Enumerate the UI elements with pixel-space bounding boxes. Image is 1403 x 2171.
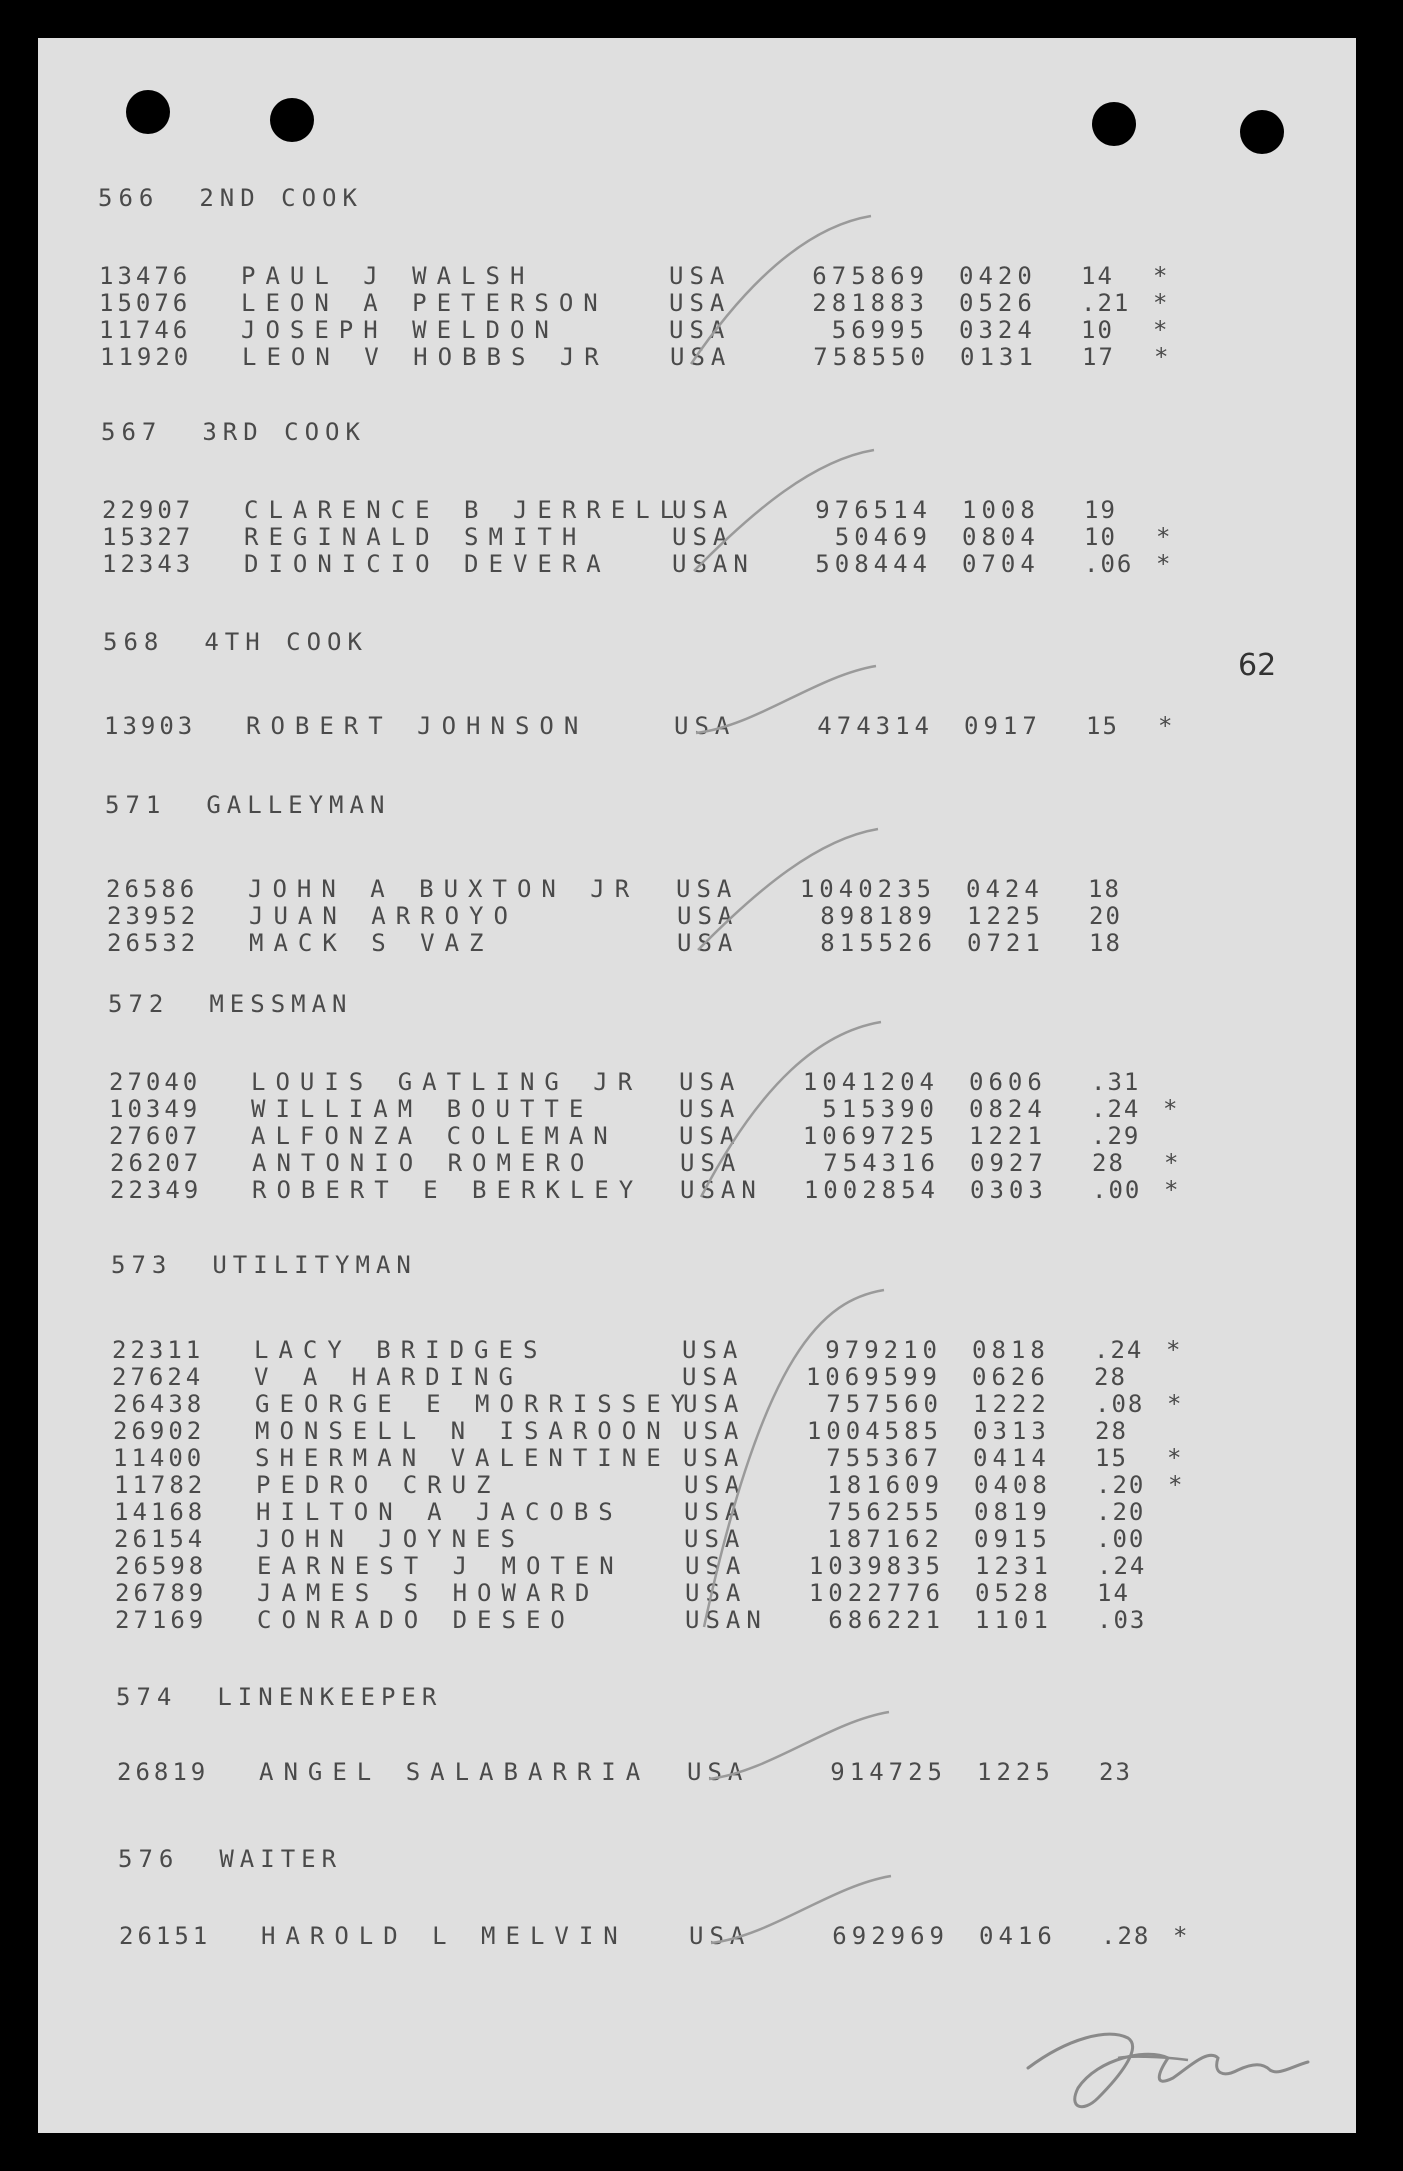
flag-asterisk: * [1167, 1444, 1182, 1472]
rate-value: 19 [1084, 496, 1117, 524]
book-number: 815526 [820, 929, 937, 957]
book-number: 979210 [825, 1336, 942, 1364]
employee-name: ROBERT JOHNSON [246, 712, 589, 740]
book-number: 515390 [822, 1095, 939, 1123]
book-number: 757560 [826, 1390, 943, 1418]
date-code: 0526 [959, 289, 1037, 317]
table-row [38, 875, 1356, 903]
employee-name: LACY BRIDGES [254, 1336, 548, 1364]
book-number: 756255 [827, 1498, 944, 1526]
flag-asterisk: * [1163, 1095, 1178, 1123]
date-code: 0721 [967, 929, 1045, 957]
flag-asterisk: * [1164, 1176, 1179, 1204]
employee-id: 27607 [109, 1122, 202, 1150]
citizenship: USA [683, 1390, 745, 1418]
book-number: 187162 [827, 1525, 944, 1553]
section-heading [118, 1845, 342, 1873]
flag-asterisk: * [1167, 1390, 1182, 1418]
section-code: 574 [116, 1683, 178, 1711]
employee-name: JAMES S HOWARD [257, 1579, 600, 1607]
citizenship: USA [687, 1758, 749, 1786]
employee-id: 11920 [100, 343, 193, 371]
section-heading [98, 184, 363, 212]
employee-id: 26438 [113, 1390, 206, 1418]
employee-name: SHERMAN VALENTINE [255, 1444, 671, 1472]
table-row [38, 1606, 1356, 1634]
employee-id: 13476 [99, 262, 192, 290]
citizenship: USA [680, 1149, 742, 1177]
employee-id: 26151 [119, 1922, 212, 1950]
date-code: 0416 [979, 1922, 1057, 1950]
rate-value: .24 [1091, 1095, 1141, 1123]
rate-value: .24 [1097, 1552, 1147, 1580]
date-code: 0818 [972, 1336, 1050, 1364]
table-row [38, 1390, 1356, 1418]
employee-name: JOHN A BUXTON JR [248, 875, 640, 903]
employee-name: LOUIS GATLING JR [251, 1068, 643, 1096]
book-number: 1069599 [805, 1363, 942, 1391]
date-code: 0915 [974, 1525, 1052, 1553]
citizenship: USA [669, 289, 731, 317]
date-code: 0819 [974, 1498, 1052, 1526]
book-number: 686221 [828, 1606, 945, 1634]
rate-value: .06 [1084, 550, 1134, 578]
citizenship: USA [684, 1525, 746, 1553]
flag-asterisk: * [1154, 343, 1169, 371]
flag-asterisk: * [1153, 316, 1168, 344]
citizenship: USA [674, 712, 736, 740]
table-row [38, 343, 1356, 371]
employee-name: REGINALD SMITH [244, 523, 587, 551]
employee-id: 27040 [109, 1068, 202, 1096]
rate-value: 14 [1097, 1579, 1130, 1607]
citizenship: USA [679, 1122, 741, 1150]
book-number: 281883 [812, 289, 929, 317]
citizenship: USAN [685, 1606, 767, 1634]
table-row [38, 1552, 1356, 1580]
date-code: 1231 [975, 1552, 1053, 1580]
employee-name: WILLIAM BOUTTE [251, 1095, 594, 1123]
flag-asterisk: * [1153, 289, 1168, 317]
table-row [38, 712, 1356, 740]
section-title: 2ND COOK [199, 184, 363, 212]
rate-value: 10 [1084, 523, 1117, 551]
date-code: 0804 [962, 523, 1040, 551]
typed-roster [38, 38, 1356, 2133]
date-code: 0927 [970, 1149, 1048, 1177]
employee-name: EARNEST J MOTEN [257, 1552, 624, 1580]
employee-id: 11746 [99, 316, 192, 344]
employee-id: 26532 [107, 929, 200, 957]
section-title: GALLEYMAN [206, 791, 391, 819]
table-row [38, 1579, 1356, 1607]
employee-id: 26819 [117, 1758, 210, 1786]
rate-value: .20 [1096, 1498, 1146, 1526]
flag-asterisk: * [1156, 523, 1171, 551]
flag-asterisk: * [1164, 1149, 1179, 1177]
citizenship: USAN [680, 1176, 762, 1204]
book-number: 1039835 [808, 1552, 945, 1580]
employee-name: CLARENCE B JERRELL [244, 496, 685, 524]
rate-value: 14 [1081, 262, 1114, 290]
section-title: MESSMAN [209, 990, 353, 1018]
rate-value: .31 [1091, 1068, 1141, 1096]
employee-name: MONSELL N ISAROON [255, 1417, 671, 1445]
date-code: 0420 [959, 262, 1037, 290]
employee-id: 15076 [99, 289, 192, 317]
section-code: 566 [98, 184, 160, 212]
rate-value: 18 [1088, 875, 1121, 903]
table-row [38, 902, 1356, 930]
employee-name: PEDRO CRUZ [256, 1471, 501, 1499]
citizenship: USA [689, 1922, 751, 1950]
table-row [38, 1336, 1356, 1364]
citizenship: USAN [672, 550, 754, 578]
employee-name: CONRADO DESEO [257, 1606, 575, 1634]
employee-name: LEON V HOBBS JR [242, 343, 609, 371]
book-number: 50469 [834, 523, 932, 551]
table-row [38, 496, 1356, 524]
flag-asterisk: * [1166, 1336, 1181, 1364]
rate-value: .20 [1096, 1471, 1146, 1499]
rate-value: 28 [1095, 1417, 1128, 1445]
citizenship: USA [672, 523, 734, 551]
employee-name: ANGEL SALABARRIA [259, 1758, 651, 1786]
employee-id: 15327 [102, 523, 195, 551]
date-code: 0704 [962, 550, 1040, 578]
table-row [38, 1149, 1356, 1177]
employee-id: 10349 [109, 1095, 202, 1123]
section-title: WAITER [219, 1845, 343, 1873]
citizenship: USA [676, 875, 738, 903]
date-code: 0313 [973, 1417, 1051, 1445]
section-title: 4TH COOK [204, 628, 368, 656]
employee-name: PAUL J WALSH [241, 262, 535, 290]
citizenship: USA [683, 1417, 745, 1445]
employee-name: GEORGE E MORRISSEY [255, 1390, 696, 1418]
book-number: 181609 [827, 1471, 944, 1499]
section-title: 3RD COOK [202, 418, 366, 446]
book-number: 1004585 [806, 1417, 943, 1445]
rate-value: .03 [1097, 1606, 1147, 1634]
table-row [38, 262, 1356, 290]
section-code: 571 [105, 791, 167, 819]
citizenship: USA [672, 496, 734, 524]
table-row [38, 550, 1356, 578]
employee-name: JOSEPH WELDON [241, 316, 559, 344]
date-code: 0626 [972, 1363, 1050, 1391]
table-row [38, 1498, 1356, 1526]
table-row [38, 1363, 1356, 1391]
section-heading [103, 628, 368, 656]
date-code: 1222 [973, 1390, 1051, 1418]
employee-id: 11400 [113, 1444, 206, 1472]
date-code: 0324 [959, 316, 1037, 344]
table-row [38, 523, 1356, 551]
date-code: 0424 [966, 875, 1044, 903]
citizenship: USA [669, 262, 731, 290]
citizenship: USA [679, 1095, 741, 1123]
flag-asterisk: * [1168, 1471, 1183, 1499]
document-page [38, 38, 1356, 2133]
book-number: 754316 [823, 1149, 940, 1177]
table-row [38, 1758, 1356, 1786]
table-row [38, 1095, 1356, 1123]
employee-id: 26789 [115, 1579, 208, 1607]
employee-id: 13903 [104, 712, 197, 740]
rate-value: 10 [1081, 316, 1114, 344]
flag-asterisk: * [1173, 1922, 1188, 1950]
employee-name: DIONICIO DEVERA [244, 550, 611, 578]
section-heading [105, 791, 390, 819]
flag-asterisk: * [1153, 262, 1168, 290]
table-row [38, 1122, 1356, 1150]
table-row [38, 1471, 1356, 1499]
page-number: 62 [1238, 648, 1277, 683]
employee-name: V A HARDING [254, 1363, 523, 1391]
citizenship: USA [677, 902, 739, 930]
section-code: 576 [118, 1845, 180, 1873]
employee-name: LEON A PETERSON [241, 289, 608, 317]
employee-name: ROBERT E BERKLEY [252, 1176, 644, 1204]
employee-id: 26154 [114, 1525, 207, 1553]
book-number: 675869 [812, 262, 929, 290]
book-number: 914725 [830, 1758, 947, 1786]
employee-id: 14168 [114, 1498, 207, 1526]
book-number: 1002854 [803, 1176, 940, 1204]
employee-name: HILTON A JACOBS [256, 1498, 623, 1526]
citizenship: USA [670, 343, 732, 371]
rate-value: 23 [1099, 1758, 1132, 1786]
citizenship: USA [685, 1552, 747, 1580]
employee-id: 22311 [112, 1336, 205, 1364]
employee-id: 11782 [114, 1471, 207, 1499]
book-number: 755367 [826, 1444, 943, 1472]
employee-id: 27169 [115, 1606, 208, 1634]
section-heading [116, 1683, 442, 1711]
section-heading [108, 990, 353, 1018]
table-row [38, 1068, 1356, 1096]
employee-id: 22349 [110, 1176, 203, 1204]
table-row [38, 1922, 1356, 1950]
date-code: 1221 [969, 1122, 1047, 1150]
date-code: 0606 [969, 1068, 1047, 1096]
citizenship: USA [684, 1498, 746, 1526]
table-row [38, 316, 1356, 344]
rate-value: 28 [1094, 1363, 1127, 1391]
date-code: 0303 [970, 1176, 1048, 1204]
date-code: 1101 [975, 1606, 1053, 1634]
book-number: 508444 [815, 550, 932, 578]
date-code: 0824 [969, 1095, 1047, 1123]
rate-value: .00 [1096, 1525, 1146, 1553]
employee-name: MACK S VAZ [249, 929, 494, 957]
book-number: 758550 [813, 343, 930, 371]
section-code: 573 [111, 1251, 173, 1279]
rate-value: 28 [1092, 1149, 1125, 1177]
section-title: UTILITYMAN [212, 1251, 417, 1279]
book-number: 976514 [815, 496, 932, 524]
section-code: 567 [101, 418, 163, 446]
date-code: 1225 [967, 902, 1045, 930]
employee-id: 23952 [107, 902, 200, 930]
rate-value: .21 [1081, 289, 1131, 317]
table-row [38, 929, 1356, 957]
employee-id: 22907 [102, 496, 195, 524]
rate-value: .08 [1095, 1390, 1145, 1418]
employee-name: JUAN ARROYO [249, 902, 518, 930]
rate-value: 20 [1089, 902, 1122, 930]
date-code: 0528 [975, 1579, 1053, 1607]
employee-name: ANTONIO ROMERO [252, 1149, 595, 1177]
table-row [38, 1176, 1356, 1204]
date-code: 0414 [973, 1444, 1051, 1472]
flag-asterisk: * [1158, 712, 1173, 740]
employee-id: 26207 [110, 1149, 203, 1177]
employee-name: HAROLD L MELVIN [261, 1922, 628, 1950]
rate-value: 17 [1082, 343, 1115, 371]
table-row [38, 1417, 1356, 1445]
citizenship: USA [683, 1444, 745, 1472]
book-number: 56995 [831, 316, 929, 344]
citizenship: USA [682, 1363, 744, 1391]
employee-id: 26902 [113, 1417, 206, 1445]
date-code: 1008 [962, 496, 1040, 524]
book-number: 1040235 [799, 875, 936, 903]
citizenship: USA [679, 1068, 741, 1096]
citizenship: USA [669, 316, 731, 344]
employee-id: 12343 [102, 550, 195, 578]
rate-value: 15 [1086, 712, 1119, 740]
section-code: 568 [103, 628, 165, 656]
date-code: 0917 [964, 712, 1042, 740]
rate-value: 15 [1095, 1444, 1128, 1472]
rate-value: 18 [1089, 929, 1122, 957]
citizenship: USA [685, 1579, 747, 1607]
rate-value: .00 [1092, 1176, 1142, 1204]
section-code: 572 [108, 990, 170, 1018]
table-row [38, 1444, 1356, 1472]
employee-name: JOHN JOYNES [256, 1525, 525, 1553]
book-number: 1069725 [802, 1122, 939, 1150]
employee-name: ALFONZA COLEMAN [251, 1122, 618, 1150]
date-code: 0131 [960, 343, 1038, 371]
section-heading [101, 418, 366, 446]
citizenship: USA [682, 1336, 744, 1364]
book-number: 898189 [820, 902, 937, 930]
table-row [38, 289, 1356, 317]
date-code: 0408 [974, 1471, 1052, 1499]
rate-value: .24 [1094, 1336, 1144, 1364]
signature [1008, 2018, 1328, 2128]
employee-id: 26598 [115, 1552, 208, 1580]
table-row [38, 1525, 1356, 1553]
employee-id: 26586 [106, 875, 199, 903]
citizenship: USA [684, 1471, 746, 1499]
section-heading [111, 1251, 417, 1279]
book-number: 1022776 [808, 1579, 945, 1607]
rate-value: .29 [1091, 1122, 1141, 1150]
flag-asterisk: * [1156, 550, 1171, 578]
employee-id: 27624 [112, 1363, 205, 1391]
rate-value: .28 [1101, 1922, 1151, 1950]
section-title: LINENKEEPER [217, 1683, 443, 1711]
book-number: 474314 [817, 712, 934, 740]
book-number: 1041204 [802, 1068, 939, 1096]
date-code: 1225 [977, 1758, 1055, 1786]
citizenship: USA [677, 929, 739, 957]
book-number: 692969 [832, 1922, 949, 1950]
